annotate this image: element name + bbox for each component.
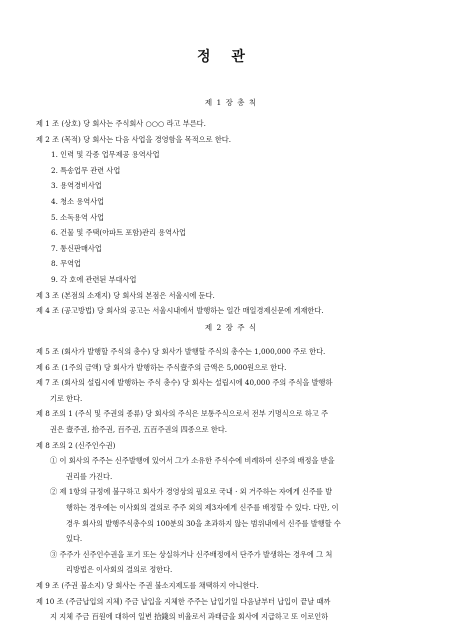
chapter-1-section <box>36 97 426 319</box>
clause-2-cont: 행하는 경우에는 이사회의 결의로 주주 외의 제3자에게 신주를 배정할 수 있다. 다만, 이 <box>66 502 339 512</box>
purpose-item: 4. 청소 용역사업 <box>51 196 105 206</box>
article-7-cont: 기로 한다. <box>50 393 83 403</box>
purpose-item: 5. 소독용역 사업 <box>51 212 105 222</box>
article-10-cont: 지 지체 주금 百원에 대하여 일변 拾錢의 비율로서 과태금을 회사에 지급하고 또 이로인하 <box>50 612 329 622</box>
purpose-item: 3. 용역경비사업 <box>51 181 102 191</box>
article-2: 제 2 조 (목적) 당 회사는 다음 사업을 경영함을 목적으로 한다. <box>36 134 232 144</box>
chapter-2-section <box>36 322 426 625</box>
article-8-1: 제 8 조의 1 (주식 및 주권의 종류) 당 회사의 주식은 보통주식으로서 전부 기명식으로 하고 주 <box>36 409 329 419</box>
clause-2-cont: 있다. <box>66 534 83 544</box>
clause-2-cont: 경우 회사의 발행주식총수의 100분의 30을 초과하지 않는 범위내에서 신주를 발행할 수 <box>66 518 341 528</box>
article-6: 제 6 조 (1주의 금액) 당 회사가 발행하는 주식壹주의 금액은 5,000원으로 한다. <box>36 362 287 372</box>
article-4: 제 4 조 (공고방법) 당 회사의 공고는 서울시내에서 발행하는 일간 매일경제신문에 게재한다. <box>36 306 324 316</box>
purpose-item: 8. 무역업 <box>51 259 81 269</box>
purpose-item: 6. 건물 및 주택(아파트 포함)관리 용역사업 <box>51 228 186 238</box>
clause-1: ① 이 회사의 주주는 신주발행에 있어서 그가 소유한 주식수에 비례하여 신주의 배정을 받을 <box>50 456 335 466</box>
article-10: 제 10 조 (주금납입의 지체) 주금 납입을 지체한 주주는 납입기일 다음날부터 납입이 끝날 때까 <box>36 596 331 606</box>
clause-3-cont: 리방법은 이사회의 결의로 정한다. <box>66 565 173 575</box>
purpose-item: 2. 특송업무 관련 사업 <box>51 165 121 175</box>
document-title: 정 관 <box>197 49 253 65</box>
purpose-item: 1. 인력 및 각종 업무제공 용역사업 <box>51 150 160 160</box>
clause-3: ③ 주주가 신주인수권을 포기 또는 상실하거나 신주배정에서 단주가 발생하는 경우에 그 처 <box>50 549 333 559</box>
clause-2: ② 제 1항의 규정에 불구하고 회사가 경영상의 필요로 국내 · 외 거주하는 자에게 신주를 발 <box>50 487 333 497</box>
article-8-2: 제 8 조의 2 (신주인수권) <box>36 440 116 450</box>
article-1: 제 1 조 (상호) 당 회사는 주식회사 ○○○ 라고 부른다. <box>36 119 206 128</box>
chapter-2-heading: 제 2 장 주 식 <box>204 323 258 332</box>
article-3: 제 3 조 (본점의 소재지) 당 회사의 본점은 서울시에 둔다. <box>36 290 215 300</box>
purpose-item: 9. 각 호에 관련된 부대사업 <box>51 274 137 284</box>
article-8-1-cont: 권은 壹주권, 拾주권, 百주권, 五百주권의 四종으로 한다. <box>50 424 228 434</box>
article-9: 제 9 조 (주권 불소지) 당 회사는 주권 불소지제도를 채택하지 아니한다. <box>36 580 259 590</box>
purpose-item: 7. 통신판매사업 <box>51 243 102 253</box>
chapter-1-heading: 제 1 장 총 칙 <box>204 98 258 107</box>
clause-1-cont: 권리를 가진다. <box>66 471 113 481</box>
article-7: 제 7 조 (회사의 설립시에 발행하는 주식 총수) 당 회사는 설립시에 40,000 주의 주식을 발행하 <box>36 378 333 388</box>
article-5: 제 5 조 (회사가 발행할 주식의 총수) 당 회사가 발행할 주식의 총수는 1,000,000 주로 한다. <box>36 347 326 356</box>
